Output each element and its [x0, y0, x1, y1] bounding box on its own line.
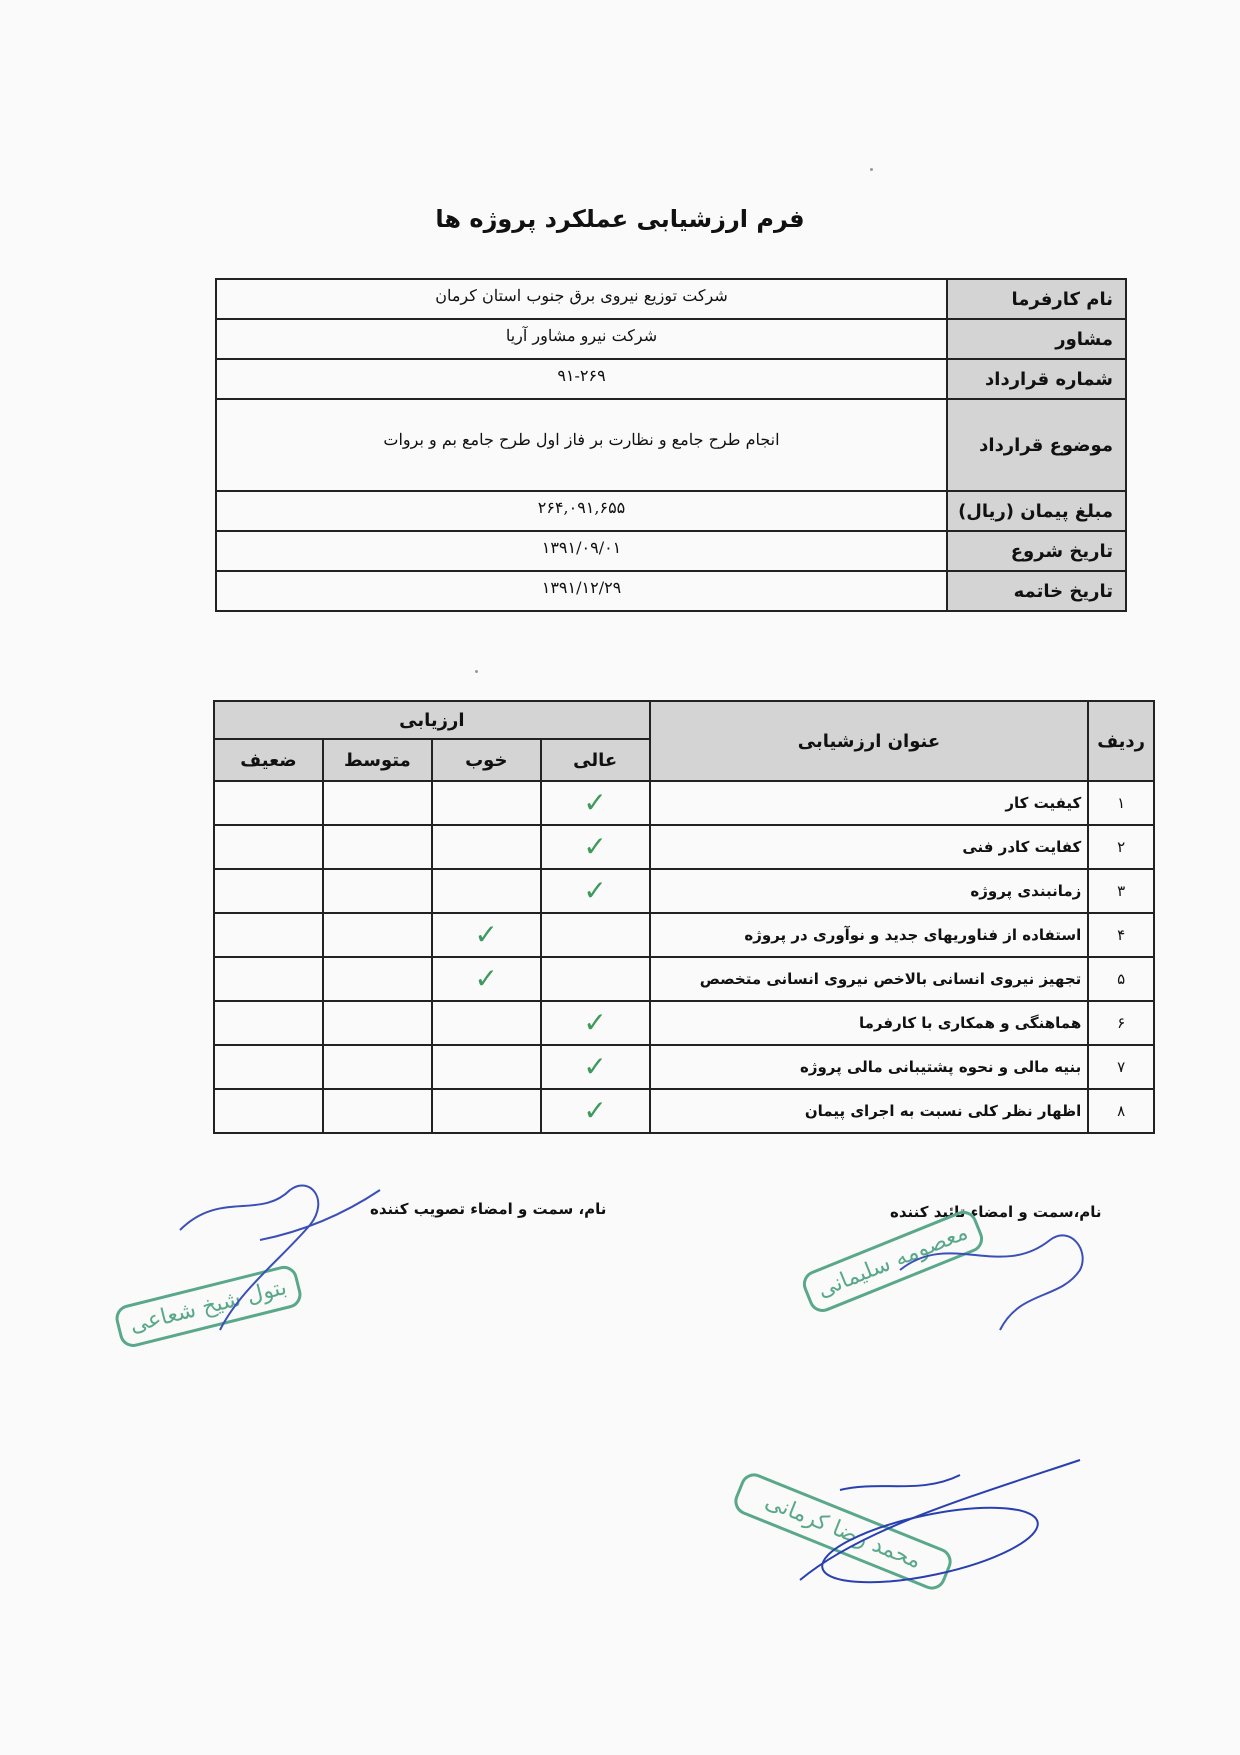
- grade-cell[interactable]: [323, 825, 432, 869]
- grade-cell[interactable]: [214, 781, 323, 825]
- table-row: [214, 869, 1154, 913]
- contract-number-label: شماره قرارداد: [947, 359, 1126, 399]
- contract-info-table: [215, 278, 1127, 612]
- criteria-title: استفاده از فناوریهای جدید و نوآوری در پروژه: [650, 913, 1089, 957]
- checkmark-icon: ✓: [583, 1050, 607, 1083]
- grade-cell[interactable]: [432, 957, 541, 1001]
- confirmer-signature: [890, 1210, 1120, 1340]
- evaluation-table: [213, 700, 1155, 1134]
- approver-stamp-text: بتول شیخ شعاعی: [127, 1274, 290, 1339]
- grade-cell[interactable]: [323, 1089, 432, 1133]
- grade-cell[interactable]: [541, 781, 650, 825]
- checkmark-icon: ✓: [583, 874, 607, 907]
- row-number: ۵: [1088, 957, 1154, 1001]
- row-number: ۲: [1088, 825, 1154, 869]
- consultant-value: شرکت نیرو مشاور آریا: [216, 319, 947, 359]
- grade-cell[interactable]: [214, 913, 323, 957]
- grade-cell[interactable]: [432, 825, 541, 869]
- grade-cell[interactable]: [541, 1089, 650, 1133]
- approver-label: نام، سمت و امضاء تصویب کننده: [370, 1200, 607, 1218]
- table-row: [214, 913, 1154, 957]
- contract-number-value: ۹۱-۲۶۹: [216, 359, 947, 399]
- grade-cell[interactable]: [214, 825, 323, 869]
- grade-cell[interactable]: [432, 1045, 541, 1089]
- row-number: ۱: [1088, 781, 1154, 825]
- grade-cell[interactable]: [541, 869, 650, 913]
- criteria-title: کفایت کادر فنی: [650, 825, 1089, 869]
- checkmark-icon: ✓: [583, 1094, 607, 1127]
- criteria-title: بنیه مالی و نحوه پشتیبانی مالی پروژه: [650, 1045, 1089, 1089]
- scan-speck: [475, 670, 478, 673]
- row-number: ۷: [1088, 1045, 1154, 1089]
- grade-cell[interactable]: [432, 913, 541, 957]
- row-number: ۴: [1088, 913, 1154, 957]
- criteria-title: زمانبندی پروژه: [650, 869, 1089, 913]
- bottom-stamp-text: محمد رضا کرمانی: [761, 1488, 925, 1575]
- grade-cell[interactable]: [432, 781, 541, 825]
- end-date-value: ۱۳۹۱/۱۲/۲۹: [216, 571, 947, 611]
- scan-speck: [870, 168, 873, 171]
- table-row: [214, 1001, 1154, 1045]
- table-row: [214, 825, 1154, 869]
- form-title: فرم ارزشیابی عملکرد پروژه ها: [435, 205, 805, 233]
- grade-header-average: متوسط: [323, 739, 432, 781]
- grade-cell[interactable]: [214, 1089, 323, 1133]
- criteria-title: کیفیت کار: [650, 781, 1089, 825]
- criteria-title: اظهار نظر کلی نسبت به اجرای پیمان: [650, 1089, 1089, 1133]
- bottom-signature: [780, 1450, 1110, 1610]
- grade-header-weak: ضعیف: [214, 739, 323, 781]
- start-date-value: ۱۳۹۱/۰۹/۰۱: [216, 531, 947, 571]
- criteria-title: هماهنگی و همکاری با کارفرما: [650, 1001, 1089, 1045]
- grade-cell[interactable]: [432, 1001, 541, 1045]
- grade-cell[interactable]: [323, 1045, 432, 1089]
- confirmer-label: نام،سمت و امضاء تائید کننده: [890, 1203, 1102, 1221]
- grade-cell[interactable]: [323, 1001, 432, 1045]
- contract-amount-label: مبلغ پیمان (ریال): [947, 491, 1126, 531]
- confirmer-stamp-text: معصومه سلیمانی: [814, 1220, 972, 1303]
- criteria-title: تجهیز نیروی انسانی بالاخص نیروی انسانی متخصص: [650, 957, 1089, 1001]
- end-date-label: تاریخ خاتمه: [947, 571, 1126, 611]
- grade-cell[interactable]: [214, 957, 323, 1001]
- grade-cell[interactable]: [323, 957, 432, 1001]
- row-number: ۸: [1088, 1089, 1154, 1133]
- checkmark-icon: ✓: [474, 918, 498, 951]
- grade-cell[interactable]: [541, 1001, 650, 1045]
- checkmark-icon: ✓: [583, 786, 607, 819]
- grade-cell[interactable]: [214, 869, 323, 913]
- start-date-label: تاریخ شروع: [947, 531, 1126, 571]
- evaluation-rows: [214, 781, 1154, 1133]
- grade-cell[interactable]: [432, 1089, 541, 1133]
- grade-cell[interactable]: [323, 869, 432, 913]
- rating-header: ارزیابی: [214, 701, 650, 739]
- grade-cell[interactable]: [541, 913, 650, 957]
- contract-amount-value: ۲۶۴,۰۹۱,۶۵۵: [216, 491, 947, 531]
- approver-signature: [160, 1170, 400, 1350]
- checkmark-icon: ✓: [474, 962, 498, 995]
- checkmark-icon: ✓: [583, 830, 607, 863]
- grade-cell[interactable]: [323, 781, 432, 825]
- employer-value: شرکت توزیع نیروی برق جنوب استان کرمان: [216, 279, 947, 319]
- grade-cell[interactable]: [541, 957, 650, 1001]
- employer-label: نام کارفرما: [947, 279, 1126, 319]
- row-number-header: ردیف: [1088, 701, 1154, 781]
- row-number: ۶: [1088, 1001, 1154, 1045]
- grade-cell[interactable]: [432, 869, 541, 913]
- contract-subject-label: موضوع قرارداد: [947, 399, 1126, 491]
- criteria-header: عنوان ارزشیابی: [650, 701, 1089, 781]
- grade-header-excellent: عالی: [541, 739, 650, 781]
- grade-cell[interactable]: [214, 1001, 323, 1045]
- grade-header-good: خوب: [432, 739, 541, 781]
- grade-cell[interactable]: [214, 1045, 323, 1089]
- grade-cell[interactable]: [323, 913, 432, 957]
- table-row: [214, 1089, 1154, 1133]
- grade-cell[interactable]: [541, 825, 650, 869]
- checkmark-icon: ✓: [583, 1006, 607, 1039]
- table-row: [214, 781, 1154, 825]
- table-row: [214, 1045, 1154, 1089]
- grade-cell[interactable]: [541, 1045, 650, 1089]
- contract-subject-value: انجام طرح جامع و نظارت بر فاز اول طرح جامع بم و بروات: [216, 399, 947, 491]
- row-number: ۳: [1088, 869, 1154, 913]
- table-row: [214, 957, 1154, 1001]
- consultant-label: مشاور: [947, 319, 1126, 359]
